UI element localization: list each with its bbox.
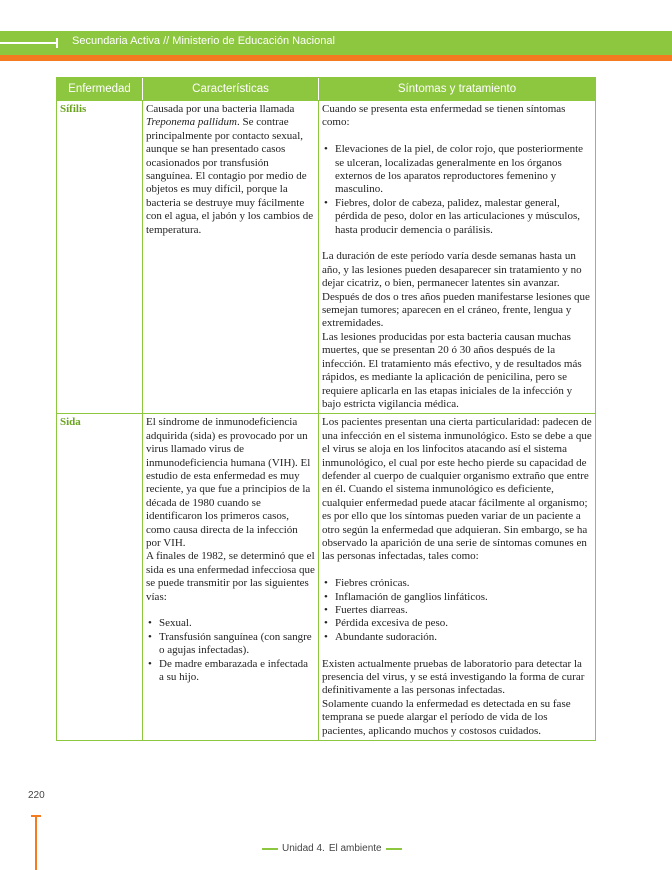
footer xyxy=(262,843,402,854)
symptoms-list xyxy=(322,577,592,644)
column-header-disease: Enfermedad xyxy=(57,78,143,100)
disease-name: Sida xyxy=(57,414,143,740)
list-item: • Fiebres crónicas. xyxy=(335,577,592,590)
header-decoration-tick xyxy=(56,38,58,48)
disease-name: Sífilis xyxy=(57,101,143,413)
table-header xyxy=(57,78,595,100)
characteristics-paragraph: A finales de 1982, se determinó que el sida es una enfermedad infecciosa que se puede transmitir por las siguientes vías: xyxy=(146,550,315,603)
characteristics-rest: . Se contrae principalmente por contacto sexual, aunque se han presentado casos ocasionados por transfusión sanguínea. El contagio por medio de objetos es muy difícil, porque la bacteria se destruye muy fácilmente con el agua, el jabón y los cambios de temperatura. xyxy=(146,116,314,236)
list-item: • Transfusión sanguínea (con sangre o agujas infectadas). xyxy=(159,631,315,658)
list-item: • Elevaciones de la piel, de color rojo, que posteriormente se ulceran, localizadas generalmente en los órganos externos de los aparatos reproductores femenino y masculino. xyxy=(335,143,592,197)
footer-line-left xyxy=(262,848,278,850)
characteristics-intro: Causada por una bacteria llamada xyxy=(146,103,295,115)
characteristics-cell xyxy=(143,101,319,413)
characteristics-text xyxy=(146,103,315,237)
transmission-list xyxy=(146,617,315,684)
symptoms-paragraph: Existen actualmente pruebas de laboratorio para detectar la presencia del virus, y se está investigando la forma de curar definitivamente a las personas infectadas. xyxy=(322,657,585,697)
symptoms-intro: Los pacientes presentan una cierta particularidad: padecen de una infección en el sistema inmunológico. Esto se debe a que el virus se aloja en los linfocitos atacando así el sistema inmunológico, el cual por este hecho pierde su capacidad de defender al cuerpo de cualquier organismo extraño que entre en él. Cuando el sistema inmunológico es deficiente, cualquier enfermedad puede atacar fácilmente al organismo; es por ello que los síntomas pueden variar de un paciente a otro según la enfermedad que adquieran. Sin embargo, se ha observado la aparición de una serie de síntomas comunes en las personas infectadas, tales como: xyxy=(322,416,592,563)
margin-decoration-line xyxy=(35,815,37,870)
diseases-table xyxy=(56,77,596,741)
treatment-paragraph: Las lesiones producidas por esta bacteria causan muchas muertes, que se presentan 20 ó 30 años después de la infección. El tratamiento más efectivo, y de resultados más rápidos, es mediante la aplicación de penicilina, pero se requiere aplicarla en las etapas iniciales de la infección y bajo estricta vigilancia médica. xyxy=(322,330,582,410)
list-item: • Fiebres, dolor de cabeza, palidez, malestar general, pérdida de peso, dolor en las articulaciones y músculos, hasta producir demencia o parálisis. xyxy=(335,197,592,237)
table-row-sifilis xyxy=(57,100,595,413)
footer-line-right xyxy=(386,848,402,850)
list-item: • Inflamación de ganglios linfáticos. xyxy=(335,591,592,604)
table-row-sida xyxy=(57,413,595,740)
bacteria-name: Treponema pallidum xyxy=(146,116,237,129)
header-accent-bar xyxy=(0,55,672,61)
footer-unit: Unidad 4. xyxy=(282,843,325,854)
characteristics-paragraph: El síndrome de inmunodeficiencia adquirida (sida) es provocado por un virus llamado virus de inmunodeficiencia humana (VIH). El estudio de esta enfermedad es muy reciente, ya que fue a principios de la década de 1980 cuando se identificaron los primeros casos, como causa directa de la infección por VIH. xyxy=(146,416,311,549)
list-item: • De madre embarazada e infectada a su hijo. xyxy=(159,658,315,685)
list-item: • Pérdida excesiva de peso. xyxy=(335,617,592,630)
header-decoration-line xyxy=(0,42,58,44)
symptoms-paragraph: La duración de este período varía desde semanas hasta un año, y las lesiones pueden desaparecer sin tratamiento y no dejar cicatriz, o bien, permanecer latentes sin avanzar. Después de dos o tres años pueden manifestarse lesiones que semejan tumores; aparecen en el cráneo, frente, lengua y extremidades. xyxy=(322,250,590,330)
page-number: 220 xyxy=(28,790,45,801)
list-item: • Sexual. xyxy=(159,617,315,630)
symptoms-cell xyxy=(319,414,595,740)
symptoms-intro: Cuando se presenta esta enfermedad se tienen síntomas como: xyxy=(322,103,566,129)
symptoms-list xyxy=(322,143,592,237)
list-item: • Fuertes diarreas. xyxy=(335,604,592,617)
column-header-symptoms: Síntomas y tratamiento xyxy=(397,83,517,95)
list-item: • Abundante sudoración. xyxy=(335,631,592,644)
header-title: Secundaria Activa // Ministerio de Educación Nacional xyxy=(72,35,335,47)
footer-title: El ambiente xyxy=(328,843,382,854)
characteristics-cell xyxy=(143,414,319,740)
treatment-paragraph: Solamente cuando la enfermedad es detectada en su fase temprana se puede alargar el período de vida de los pacientes, aplicando muchos y costosos cuidados. xyxy=(322,697,571,737)
symptoms-cell xyxy=(319,101,595,413)
column-header-characteristics: Características xyxy=(143,78,319,100)
